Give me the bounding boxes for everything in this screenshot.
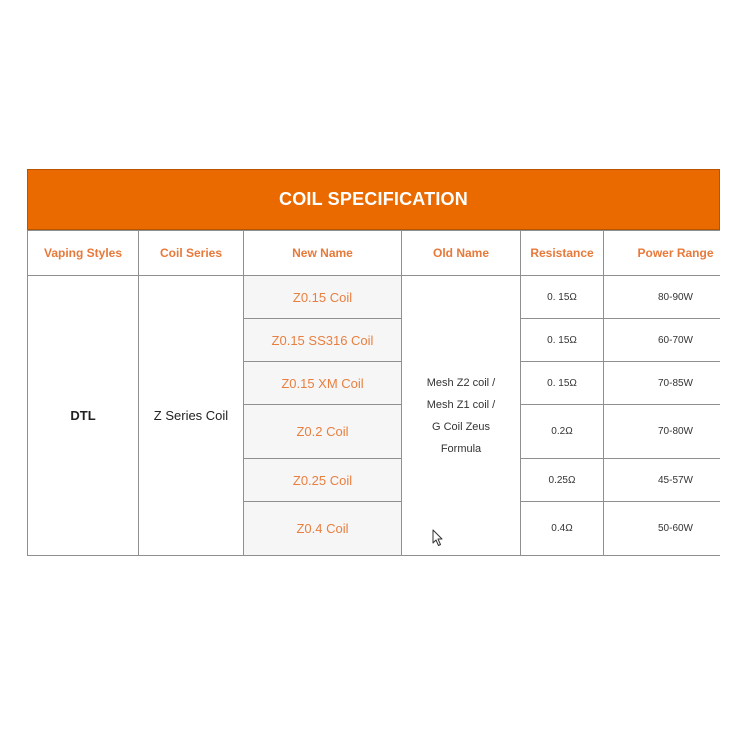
power-cell: 70-80W — [604, 405, 721, 459]
new-name-cell: Z0.15 Coil — [244, 276, 402, 319]
power-cell: 70-85W — [604, 362, 721, 405]
resistance-cell: 0.2Ω — [521, 405, 604, 459]
header-resistance: Resistance — [521, 231, 604, 276]
coil-specification-table — [27, 169, 720, 578]
old-name-cell — [402, 276, 521, 556]
header-new-name: New Name — [244, 231, 402, 276]
old-name-line: Formula — [440, 442, 482, 455]
arrow-cursor-icon — [432, 529, 444, 547]
resistance-cell: 0. 15Ω — [521, 319, 604, 362]
new-name-cell: Z0.25 Coil — [244, 459, 402, 502]
new-name-cell: Z0.4 Coil — [244, 502, 402, 556]
resistance-cell: 0.25Ω — [521, 459, 604, 502]
new-name-cell: Z0.15 SS316 Coil — [244, 319, 402, 362]
table-row — [28, 276, 721, 319]
power-cell: 45-57W — [604, 459, 721, 502]
table-body-wrapper — [27, 230, 720, 578]
new-name-cell: Z0.2 Coil — [244, 405, 402, 459]
header-power-range: Power Range — [604, 231, 721, 276]
resistance-cell: 0. 15Ω — [521, 362, 604, 405]
header-row — [28, 231, 721, 276]
new-name-cell: Z0.15 XM Coil — [244, 362, 402, 405]
spec-table — [27, 230, 720, 556]
old-name-line: G Coil Zeus — [431, 420, 491, 433]
power-cell: 80-90W — [604, 276, 721, 319]
power-cell: 50-60W — [604, 502, 721, 556]
resistance-cell: 0.4Ω — [521, 502, 604, 556]
header-coil-series: Coil Series — [139, 231, 244, 276]
coil-series-cell: Z Series Coil — [139, 276, 244, 556]
vaping-style-cell: DTL — [28, 276, 139, 556]
power-cell: 60-70W — [604, 319, 721, 362]
old-name-line: Mesh Z1 coil / — [426, 398, 496, 411]
header-old-name: Old Name — [402, 231, 521, 276]
resistance-cell: 0. 15Ω — [521, 276, 604, 319]
table-title-banner — [27, 169, 720, 230]
table-title: COIL SPECIFICATION — [279, 189, 468, 209]
old-name-line: Mesh Z2 coil / — [426, 376, 496, 389]
header-vaping-styles: Vaping Styles — [28, 231, 139, 276]
